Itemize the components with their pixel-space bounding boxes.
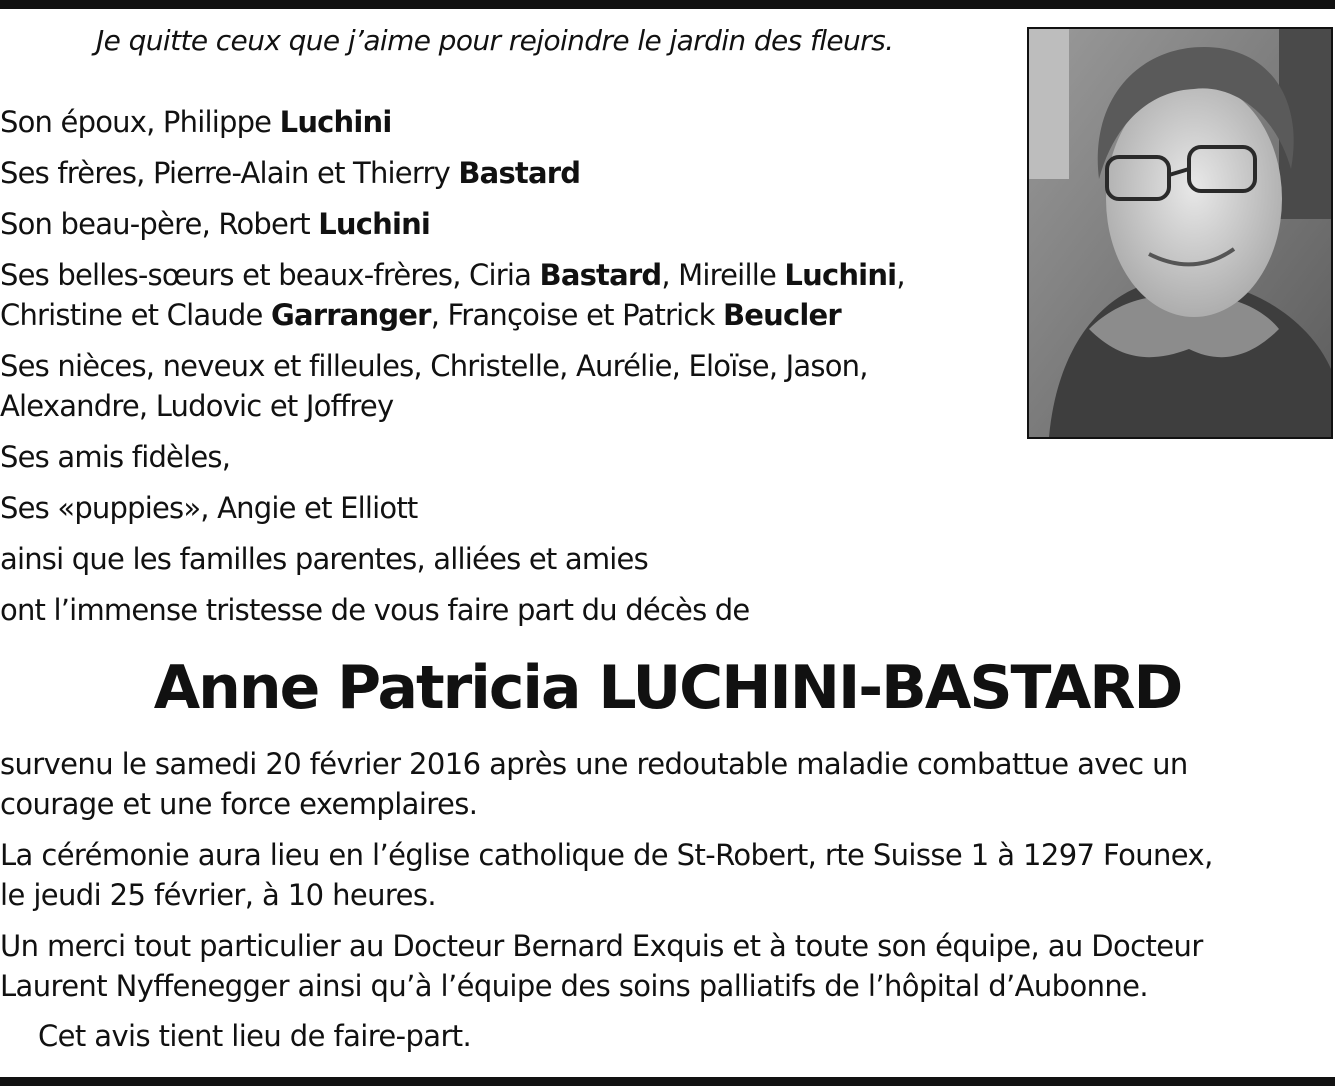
epitaph-quote: Je quitte ceux que j’aime pour rejoindre le jardin des fleurs. bbox=[96, 24, 894, 57]
deceased-name: Anne Patricia LUCHINI-BASTARD bbox=[153, 653, 1182, 723]
thanks-notice: Un merci tout particulier au Docteur Bernard Exquis et à toute son équipe, au Docteur Laurent Nyffenegger ainsi qu’à l’équipe des soins palliatifs de l’hôpital d’Aubonne. bbox=[0, 929, 1203, 1003]
announcement-line: ont l’immense tristesse de vous faire part du décès de bbox=[0, 593, 750, 627]
closing-note: Cet avis tient lieu de faire-part. bbox=[38, 1019, 472, 1053]
puppies-line: Ses «puppies», Angie et Elliott bbox=[0, 491, 418, 525]
brothers-line: Ses frères, Pierre-Alain et Thierry Bastard bbox=[0, 156, 581, 190]
spouse-line: Son époux, Philippe Luchini bbox=[0, 105, 392, 139]
top-rule bbox=[0, 0, 1335, 9]
portrait-photo bbox=[1027, 27, 1333, 439]
family-list bbox=[0, 102, 1005, 641]
bottom-rule bbox=[0, 1077, 1335, 1086]
details-block bbox=[0, 744, 1335, 1017]
portrait-image bbox=[1029, 29, 1331, 437]
ceremony-notice: La cérémonie aura lieu en l’église catholique de St-Robert, rte Suisse 1 à 1297 Founex, le jeudi 25 février, à 10 heures. bbox=[0, 838, 1213, 912]
friends-line: Ses amis fidèles, bbox=[0, 440, 231, 474]
families-line: ainsi que les familles parentes, alliées et amies bbox=[0, 542, 648, 576]
death-notice: survenu le samedi 20 février 2016 après une redoutable maladie combattue avec un courage et une force exemplaires. bbox=[0, 747, 1188, 821]
nieces-nephews-line: Ses nièces, neveux et filleules, Christelle, Aurélie, Eloïse, Jason, Alexandre, Ludovic et Joffrey bbox=[0, 349, 868, 423]
father-in-law-line: Son beau-père, Robert Luchini bbox=[0, 207, 431, 241]
in-laws-line: Ses belles-sœurs et beaux-frères, Ciria Bastard, Mireille Luchini, Christine et Claude Garranger, Françoise et Patrick Beucler bbox=[0, 258, 905, 332]
